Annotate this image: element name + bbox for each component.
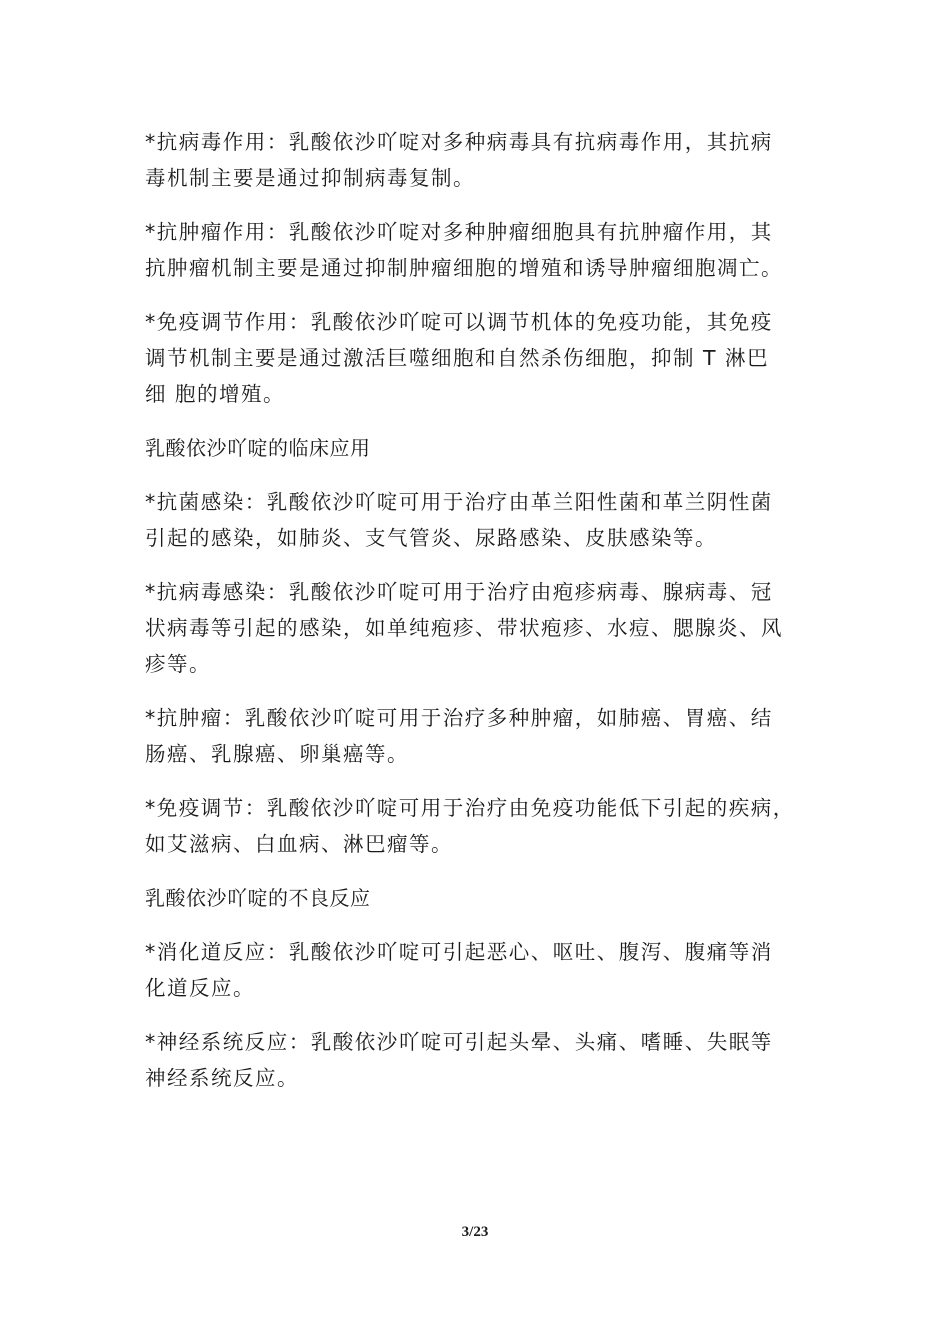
section-heading: 乳酸依沙吖啶的不良反应: [145, 886, 371, 910]
paragraph-line: 神经系统反应。: [145, 1066, 299, 1090]
paragraph-line: 如艾滋病、白血病、淋巴瘤等。: [145, 832, 453, 856]
paragraph-line: *免疫调节：乳酸依沙吖啶可用于治疗由免疫功能低下引起的疾病，: [145, 796, 795, 820]
paragraph-line: 状病毒等引起的感染，如单纯疱疹、带状疱疹、水痘、腮腺炎、风: [145, 616, 783, 640]
paragraph: [145, 700, 810, 772]
paragraph-line: 调节机制主要是通过激活巨噬细胞和自然杀伤细胞，抑制 T 淋巴: [145, 346, 770, 370]
paragraph: [145, 790, 810, 862]
section-heading: 乳酸依沙吖啶的临床应用: [145, 436, 371, 460]
paragraph-line: *免疫调节作用：乳酸依沙吖啶可以调节机体的免疫功能，其免疫: [145, 310, 773, 334]
paragraph-line: 抗肿瘤机制主要是通过抑制肿瘤细胞的增殖和诱导肿瘤细胞凋亡。: [145, 256, 783, 280]
paragraph: [145, 304, 810, 412]
paragraph-line: *消化道反应：乳酸依沙吖啶可引起恶心、呕吐、腹泻、腹痛等消: [145, 940, 773, 964]
paragraph-line: *神经系统反应：乳酸依沙吖啶可引起头晕、头痛、嗜睡、失眠等: [145, 1030, 773, 1054]
paragraph: [145, 484, 810, 556]
paragraph-line: *抗病毒作用：乳酸依沙吖啶对多种病毒具有抗病毒作用，其抗病: [145, 130, 773, 154]
paragraph: [145, 574, 810, 682]
paragraph-line: 化道反应。: [145, 976, 255, 1000]
paragraph: [145, 124, 810, 196]
document-body: [145, 124, 810, 1114]
paragraph-line: *抗菌感染：乳酸依沙吖啶可用于治疗由革兰阳性菌和革兰阴性菌: [145, 490, 773, 514]
paragraph-line: 肠癌、乳腺癌、卵巢癌等。: [145, 742, 409, 766]
page-number: 3/23: [461, 1224, 489, 1240]
paragraph-line: 毒机制主要是通过抑制病毒复制。: [145, 166, 475, 190]
paragraph-line: 引起的感染，如肺炎、支气管炎、尿路感染、皮肤感染等。: [145, 526, 717, 550]
paragraph-line: *抗肿瘤：乳酸依沙吖啶可用于治疗多种肿瘤，如肺癌、胃癌、结: [145, 706, 773, 730]
paragraph-line: 细 胞的增殖。: [145, 382, 286, 406]
paragraph: [145, 214, 810, 286]
paragraph-line: 疹等。: [145, 652, 211, 676]
paragraph: [145, 1024, 810, 1096]
paragraph: [145, 934, 810, 1006]
paragraph-line: *抗病毒感染：乳酸依沙吖啶可用于治疗由疱疹病毒、腺病毒、冠: [145, 580, 773, 604]
paragraph-line: *抗肿瘤作用：乳酸依沙吖啶对多种肿瘤细胞具有抗肿瘤作用，其: [145, 220, 773, 244]
